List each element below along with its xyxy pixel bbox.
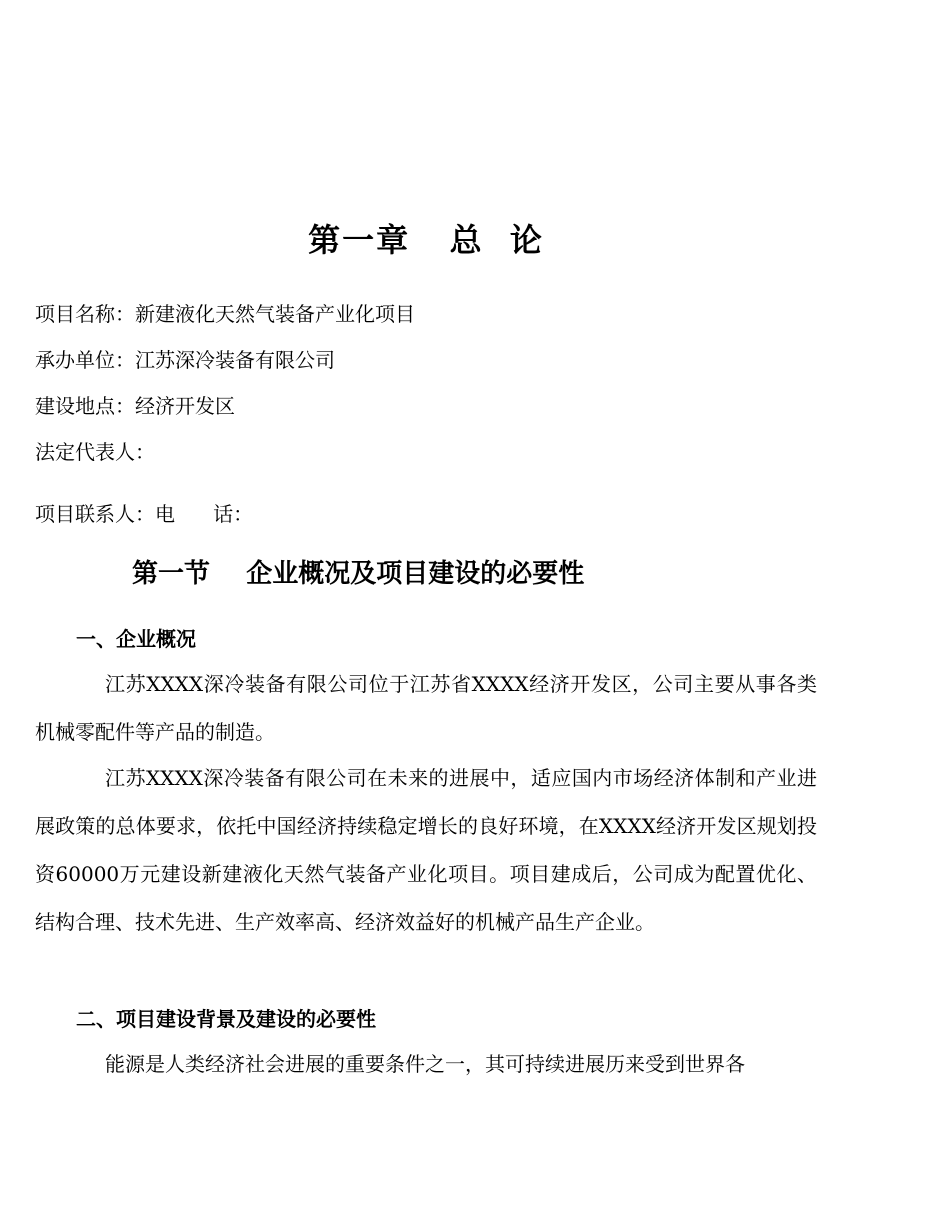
subsection-heading-company-overview: 一、企业概况 bbox=[76, 627, 196, 651]
paragraph: 能源是人类经济社会进展的重要条件之一，其可持续进展历来受到世界各 bbox=[105, 1052, 745, 1076]
paragraph: 江苏XXXX深冷装备有限公司在未来的进展中，适应国内市场经济体制和产业进展政策的总体要求，依托中国经济持续稳定增长的良好环境，在XXXX经济开发区规划投资60000万元建设新建液化天然气装备产业化项目。项目建成后，公司成为配置优化、结构合理、技术先进、生产效率高、经济效益好的机械产品生产企业。 bbox=[35, 766, 817, 934]
chapter-title: 第一章 总 论 bbox=[308, 221, 544, 259]
project-contact-line: 项目联系人：电 话： bbox=[35, 502, 254, 526]
host-unit-line: 承办单位：江苏深冷装备有限公司 bbox=[35, 348, 335, 372]
project-name-line: 项目名称：新建液化天然气装备产业化项目 bbox=[35, 302, 415, 326]
legal-representative-line: 法定代表人： bbox=[35, 440, 155, 464]
subsection-heading-project-background: 二、项目建设背景及建设的必要性 bbox=[76, 1007, 376, 1031]
section-title: 第一节 企业概况及项目建设的必要性 bbox=[132, 559, 585, 589]
construction-site-line: 建设地点：经济开发区 bbox=[35, 394, 235, 418]
paragraph: 江苏XXXX深冷装备有限公司位于江苏省XXXX经济开发区，公司主要从事各类机械零配件等产品的制造。 bbox=[35, 672, 817, 744]
